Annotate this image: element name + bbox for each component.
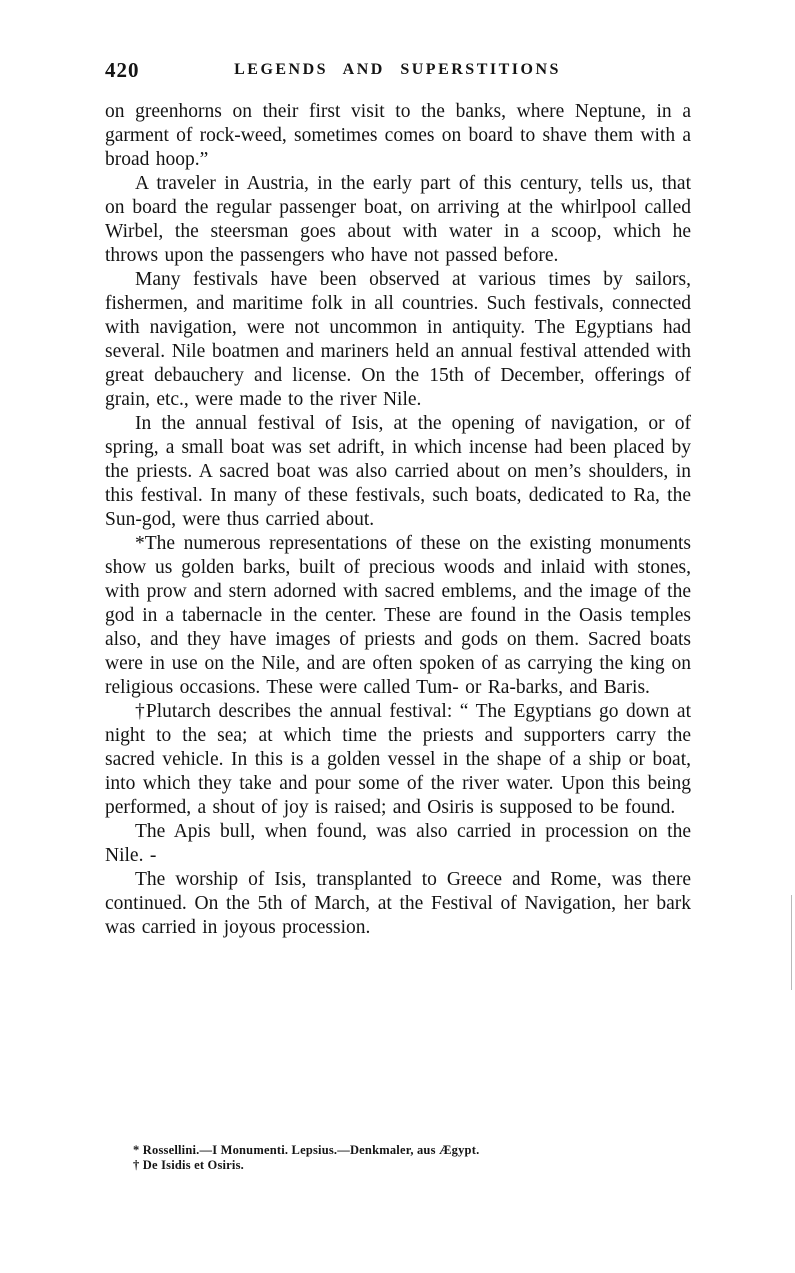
footnote-asterisk: * Rossellini.—I Monumenti. Lepsius.—Denkmaler, aus Ægypt. xyxy=(133,1143,480,1157)
paragraph: In the annual festival of Isis, at the opening of navigation, or of spring, a small boat was set adrift, in which incense had been placed by the priests. A sacred boat was also carried about on men’s shoulders, in this festival. In many of these festivals, such boats, dedicated to Ra, the Sun-god, were thus carried about. xyxy=(105,413,691,530)
paragraph-continuation: on greenhorns on their first visit to the banks, where Neptune, in a garment of rock-weed, sometimes comes on board to shave them with a broad hoop.” xyxy=(105,101,691,170)
scan-artifact-line xyxy=(791,895,792,990)
page-header xyxy=(105,58,690,86)
paragraph: The Apis bull, when found, was also carried in procession on the Nile. - xyxy=(105,821,691,866)
body-text xyxy=(105,100,691,940)
footnotes xyxy=(133,1143,693,1173)
paragraph-with-asterisk-note: *The numerous representations of these on the existing monuments show us golden barks, built of precious woods and inlaid with stones, with prow and stern adorned with sacred emblems, and the image of the god in a tabernacle in the center. These are found in the Oasis temples also, and they have images of priests and gods on them. Sacred boats were in use on the Nile, and are often spoken of as carrying the king on religious occasions. These were called Tum- or Ra-barks, and Baris. xyxy=(105,533,691,698)
paragraph: The worship of Isis, transplanted to Greece and Rome, was there continued. On the 5th of March, at the Festival of Navigation, her bark was carried in joyous procession. xyxy=(105,869,691,938)
footnote-dagger: † De Isidis et Osiris. xyxy=(133,1158,244,1172)
paragraph-with-dagger-note: †Plutarch describes the annual festival: “ The Egyptians go down at night to the sea; at which time the priests and supporters carry the sacred vehicle. In this is a golden vessel in the shape of a ship or boat, into which they take and pour some of the river water. Upon this being performed, a shout of joy is raised; and Osiris is supposed to be found. xyxy=(105,701,691,818)
page-number: 420 xyxy=(105,58,140,82)
running-title: LEGENDS AND SUPERSTITIONS xyxy=(234,61,561,78)
paragraph: A traveler in Austria, in the early part of this century, tells us, that on board the regular passenger boat, on arriving at the whirlpool called Wirbel, the steersman goes about with water in a scoop, which he throws upon the passengers who have not passed before. xyxy=(105,173,691,266)
paragraph: Many festivals have been observed at various times by sailors, fishermen, and maritime folk in all countries. Such festivals, connected with navigation, were not uncommon in antiquity. The Egyptians had several. Nile boatmen and mariners held an annual festival attended with great debauchery and license. On the 15th of December, offerings of grain, etc., were made to the river Nile. xyxy=(105,269,691,410)
